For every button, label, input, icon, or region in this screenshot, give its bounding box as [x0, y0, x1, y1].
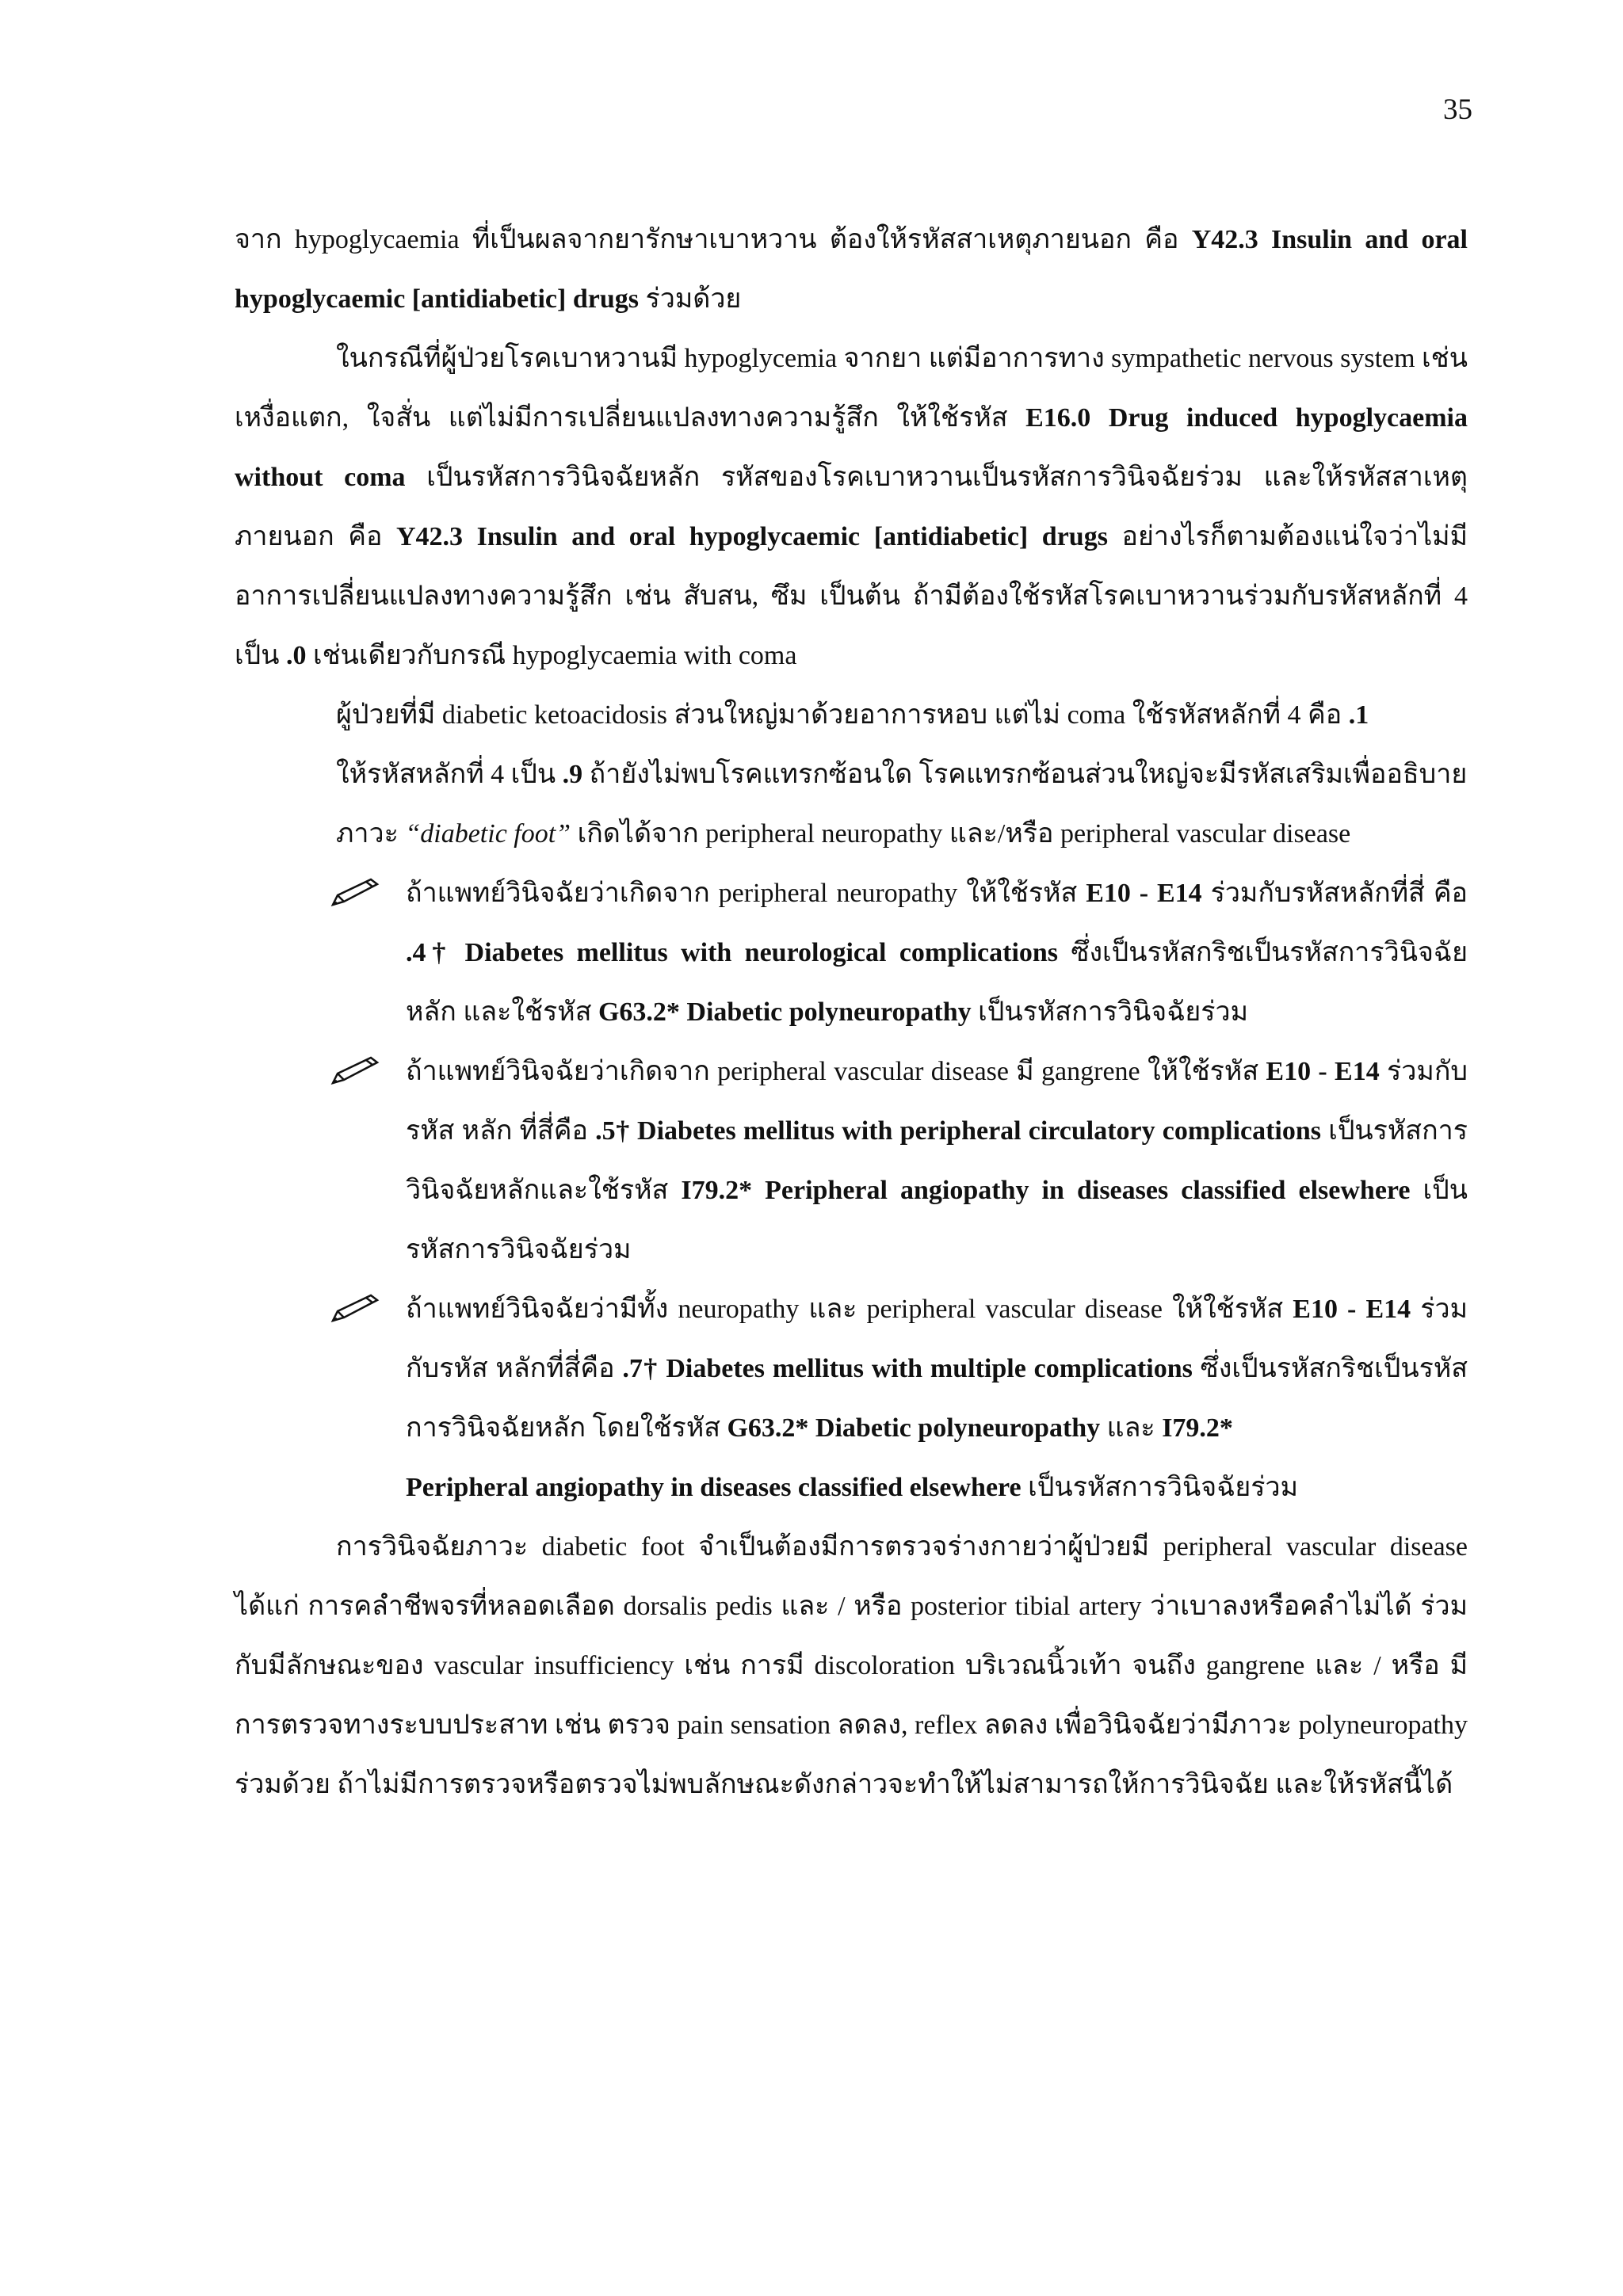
code-e10-e14: E10 - E14 — [1266, 1057, 1380, 1086]
text-segment: เป็นรหัสการวินิจฉัยร่วม — [406, 1176, 1468, 1264]
paragraph-diabetic-foot-diagnosis — [235, 1517, 1468, 1814]
paragraph-hypoglycaemia-external-cause — [235, 210, 1468, 329]
term-diabetic-foot: “diabetic foot” — [405, 819, 571, 849]
code-i79-2: I79.2* — [1162, 1413, 1233, 1443]
list-item-multiple-continued — [235, 1458, 1468, 1517]
list-item-neuropathy — [235, 864, 1468, 1042]
paragraph-diabetic-foot — [235, 804, 1468, 864]
code-y42-3: Y42.3 Insulin and oral hypoglycaemic [antidiabetic] drugs — [235, 225, 1468, 314]
text-segment: เช่นเดียวกับกรณี hypoglycaemia with coma — [306, 641, 797, 670]
text-segment: เป็นรหัสการวินิจฉัยร่วม — [1021, 1473, 1299, 1502]
pencil-icon — [330, 1292, 382, 1324]
text-segment: เกิดได้จาก peripheral neuropathy และ/หรือ peripheral vascular disease — [571, 819, 1351, 849]
text-segment: ร่วมด้วย — [638, 284, 742, 314]
text-segment: ซึ่งเป็นรหัสกริชเป็นรหัสการวินิจฉัยหลัก และใช้รหัส — [406, 938, 1468, 1027]
text-segment: เป็นรหัสการวินิจฉัยร่วม — [971, 997, 1249, 1027]
text-segment: ถ้าแพทย์วินิจฉัยว่าเกิดจาก peripheral vascular disease มี gangrene ให้ใช้รหัส — [406, 1057, 1266, 1086]
text-segment: เป็นรหัสการวินิจฉัยหลัก รหัสของโรคเบาหวานเป็นรหัสการวินิจฉัยร่วม และให้รหัสสาเหตุภายนอก คือ — [235, 463, 1468, 551]
code-fourth-digit-1: .1 — [1348, 700, 1369, 730]
text-segment: อย่างไรก็ตามต้องแน่ใจว่าไม่มีอาการเปลี่ยนแปลงทางความรู้สึก เช่น สับสน, ซึม เป็นต้น ถ้ามีต้องใช้รหัสโรคเบาหวานร่วมกับรหัสหลักที่ 4 เป็น — [235, 522, 1468, 670]
text-segment: จาก hypoglycaemia ที่เป็นผลจากยารักษาเบาหวาน ต้องให้รหัสสาเหตุภายนอก คือ — [235, 225, 1192, 254]
text-segment: ในกรณีที่ผู้ป่วยโรคเบาหวานมี hypoglycemia จากยา แต่มีอาการทาง sympathetic nervous system เช่น เหงื่อแตก, ใจสั่น แต่ไม่มีการเปลี่ยนแปลงทางความรู้สึก ให้ใช้รหัส — [235, 344, 1468, 433]
code-i79-2-title: Peripheral angiopathy in diseases classified elsewhere — [406, 1473, 1022, 1502]
text-segment: ถ้ายังไม่พบโรคแทรกซ้อนใด โรคแทรกซ้อนส่วนใหญ่จะมีรหัสเสริมเพื่ออธิบาย — [582, 760, 1468, 789]
text-segment: ร่วมกับรหัส หลักที่สี่คือ — [406, 1295, 1468, 1383]
text-segment: ถ้าแพทย์วินิจฉัยว่ามีทั้ง neuropathy และ peripheral vascular disease ให้ใช้รหัส — [406, 1295, 1293, 1324]
page-number: 35 — [1443, 93, 1472, 126]
text-segment: ผู้ป่วยที่มี diabetic ketoacidosis ส่วนใหญ่มาด้วยอาการหอบ แต่ไม่ coma ใช้รหัสหลักที่ 4 คือ — [336, 700, 1349, 730]
code-e10-e14: E10 - E14 — [1293, 1295, 1411, 1324]
text-segment: เป็นรหัสการวินิจฉัยหลักและใช้รหัส — [406, 1116, 1468, 1205]
code-e10-e14: E10 - E14 — [1086, 879, 1202, 908]
text-segment: ให้รหัสหลักที่ 4 เป็น — [336, 760, 563, 789]
code-e16-0: E16.0 Drug induced hypoglycaemia without coma — [235, 403, 1468, 492]
code-fourth-digit-7: .7† Diabetes mellitus with multiple complications — [622, 1354, 1193, 1383]
code-i79-2: I79.2* Peripheral angiopathy in diseases classified elsewhere — [681, 1176, 1411, 1205]
code-fourth-digit-9: .9 — [562, 760, 583, 789]
text-segment: ร่วมกับรหัส หลัก ที่สี่คือ — [406, 1057, 1468, 1146]
document-body — [235, 210, 1468, 1814]
code-g63-2: G63.2* Diabetic polyneuropathy — [598, 997, 972, 1027]
pencil-icon — [330, 876, 382, 908]
code-fourth-digit-0: .0 — [285, 641, 307, 670]
code-fourth-digit-5: .5† Diabetes mellitus with peripheral circulatory complications — [595, 1116, 1322, 1146]
paragraph-ketoacidosis — [235, 685, 1468, 745]
code-g63-2: G63.2* Diabetic polyneuropathy — [727, 1413, 1101, 1443]
list-item-multiple — [235, 1280, 1468, 1458]
paragraph-drug-induced-hypoglycaemia — [235, 329, 1468, 685]
code-y42-3: Y42.3 Insulin and oral hypoglycaemic [antidiabetic] drugs — [396, 522, 1108, 551]
text-segment: ซึ่งเป็นรหัสกริชเป็นรหัสการวินิจฉัยหลัก โดยใช้รหัส — [406, 1354, 1468, 1443]
code-fourth-digit-4: .4† Diabetes mellitus with neurological complications — [406, 938, 1059, 967]
list-item-vascular — [235, 1042, 1468, 1280]
text-segment: ภาวะ — [336, 819, 406, 849]
pencil-icon — [330, 1055, 382, 1086]
text-segment: และ — [1100, 1413, 1163, 1443]
text-segment: ร่วมกับรหัสหลักที่สี่ คือ — [1201, 879, 1468, 908]
text-segment: ถ้าแพทย์วินิจฉัยว่าเกิดจาก peripheral neuropathy ให้ใช้รหัส — [406, 879, 1086, 908]
text-segment: การวินิจฉัยภาวะ diabetic foot จำเป็นต้องมีการตรวจร่างกายว่าผู้ป่วยมี peripheral vascular disease ได้แก่ การคลำชีพจรที่หลอดเลือด dorsalis pedis และ / หรือ posterior tibial artery ว่าเบาลงหรือคลำไม่ได้ ร่วมกับมีลักษณะของ vascular insufficiency เช่น การมี discoloration บริเวณนิ้วเท้า จนถึง gangrene และ / หรือ มีการตรวจทางระบบประสาท เช่น ตรวจ pain sensation ลดลง, reflex ลดลง เพื่อวินิจฉัยว่ามีภาวะ polyneuropathy ร่วมด้วย ถ้าไม่มีการตรวจหรือตรวจไม่พบลักษณะดังกล่าวจะทำให้ไม่สามารถให้การวินิจฉัย และให้รหัสนี้ได้ — [235, 1532, 1468, 1799]
paragraph-fourth-digit-9 — [235, 745, 1468, 804]
